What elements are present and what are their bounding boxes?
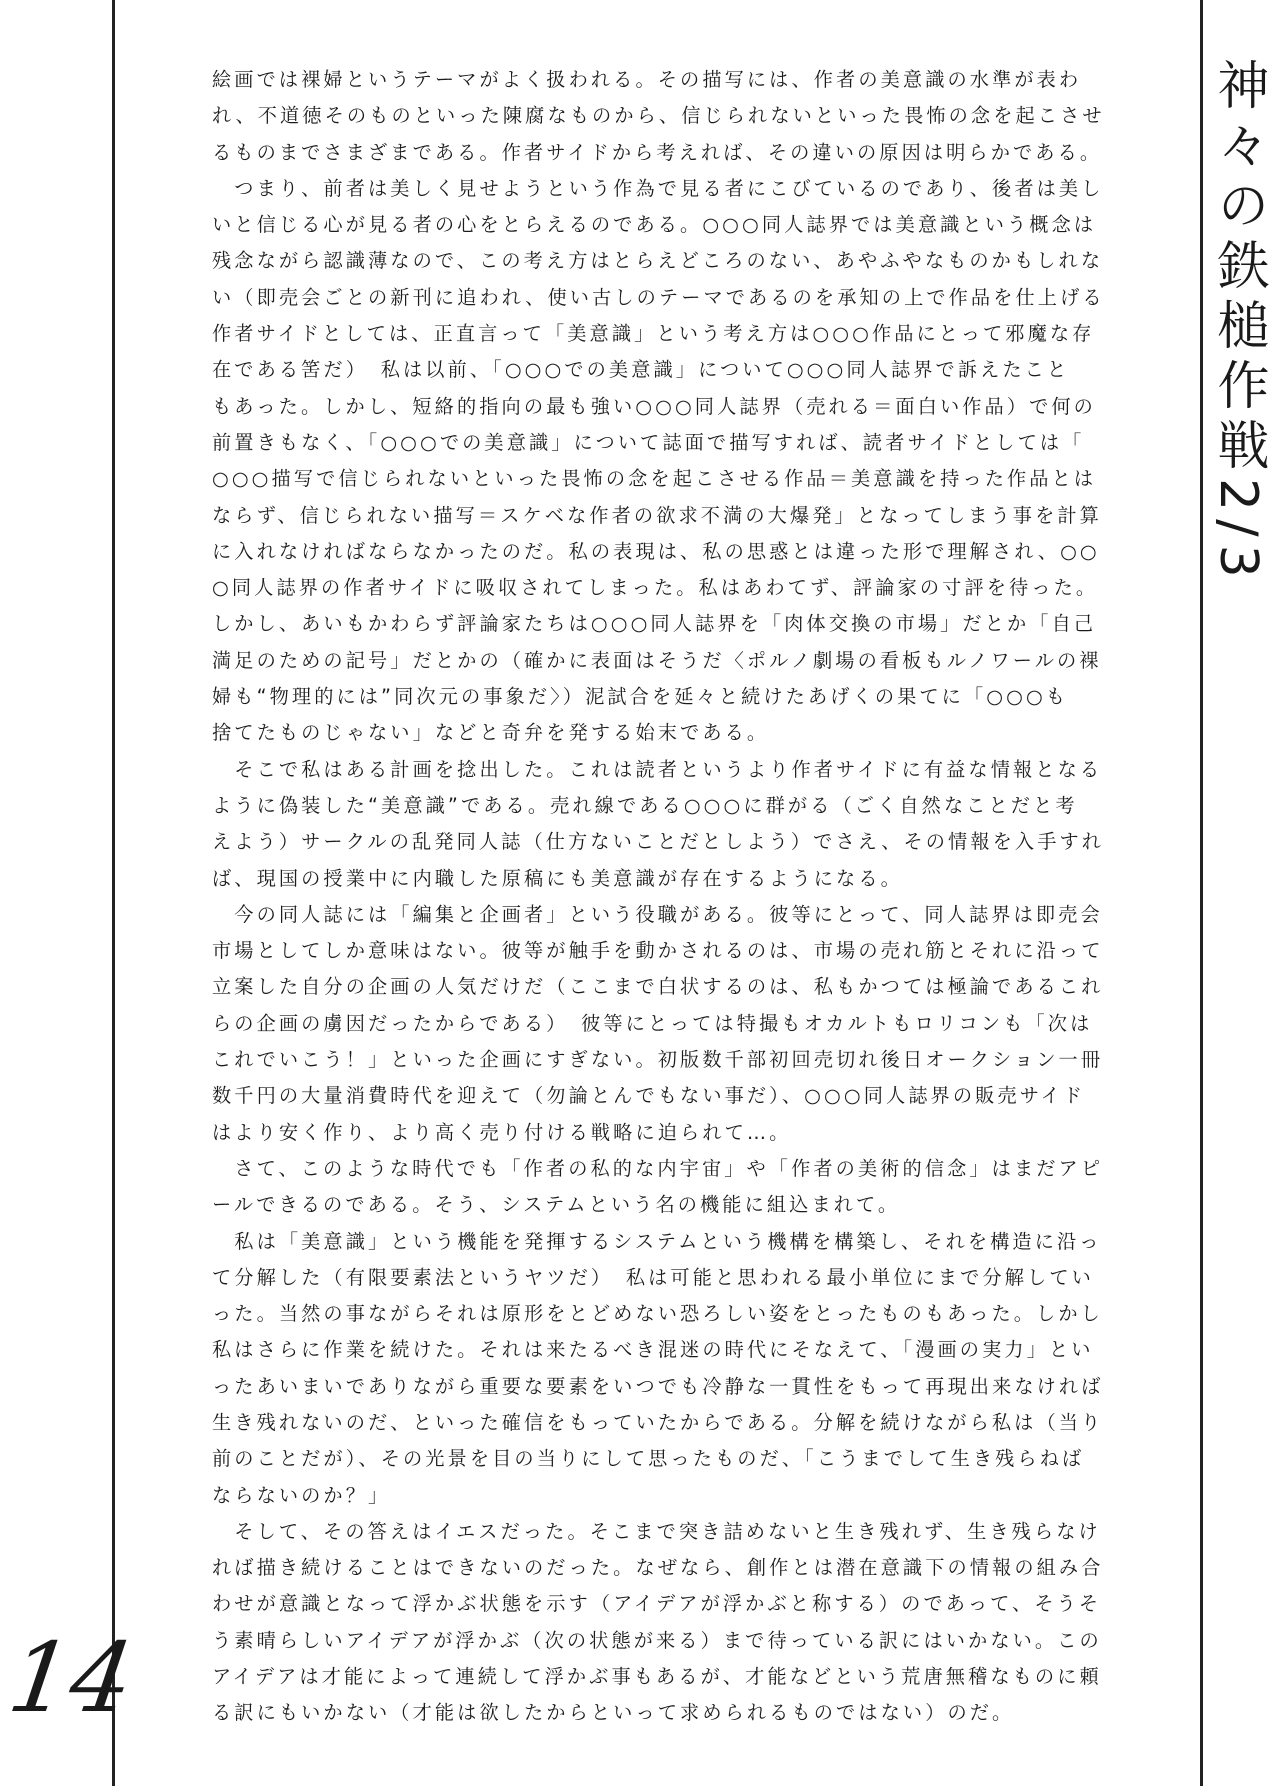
text-line: に入れなければならなかったのだ。私の表現は、私の思惑とは違った形で理解され、○○ — [212, 539, 1100, 563]
text-line: これでいこう！」といった企画にすぎない。初版数千部初回売切れ後日オークション一冊 — [212, 1048, 1104, 1072]
right-frame-line — [1200, 0, 1203, 1786]
body-text — [212, 62, 1118, 1732]
text-line: ように偽装した“美意識”である。売れ線である○○○に群がる（ごく自然なことだと考 — [212, 793, 1078, 817]
page-number: 14 — [2, 1622, 141, 1734]
text-line: て分解した（有限要素法というヤツだ） 私は可能と思われる最小単位にまで分解してい — [212, 1265, 1094, 1289]
left-frame-line — [112, 0, 115, 1786]
text-line: はより安く作り、より高く売り付ける戦略に迫られて…。 — [212, 1120, 792, 1144]
text-line: もあった。しかし、短絡的指向の最も強い○○○同人誌界（売れる＝面白い作品）で何の — [212, 394, 1096, 418]
text-line: ったあいまいでありながら重要な要素をいつでも冷静な一貫性をもって再現出来なければ — [212, 1374, 1104, 1398]
text-line: えよう）サークルの乱発同人誌（仕方ないことだとしよう）でさえ、その情報を入手すれ — [212, 830, 1105, 854]
text-line: 今の同人誌には「編集と企画者」という役職がある。彼等にとって、同人誌界は即売会 — [212, 902, 1103, 926]
text-line: 前のことだが）、その光景を目の当りにして思ったものだ、「こうまでして生き残らねば — [212, 1447, 1085, 1471]
text-line: ならず、信じられない描写＝スケベな作者の欲求不満の大爆発」となってしまう事を計算 — [212, 503, 1102, 527]
text-line: 在である筈だ） 私は以前、「○○○での美意識」について○○○同人誌界で訴えたこと — [212, 358, 1070, 382]
text-line: るものまでさまざまである。作者サイドから考えれば、その違いの原因は明らかである。 — [212, 140, 1103, 164]
text-line: 満足のための記号」だとかの（確かに表面はそうだ〈ポルノ劇場の看板もルノワールの裸 — [212, 648, 1102, 672]
text-line: ールできるのである。そう、システムという名の機能に組込まれて。 — [212, 1193, 901, 1217]
text-line: アイデアは才能によって連続して浮かぶ事もあるが、才能などという荒唐無稽なものに頼 — [212, 1665, 1102, 1689]
text-line: ○同人誌界の作者サイドに吸収されてしまった。私はあわてず、評論家の寸評を待った。 — [212, 576, 1099, 600]
text-line: 婦も“物理的には”同次元の事象だ〉）泥試合を延々と続けたあげくの果てに「○○○も — [212, 685, 1069, 709]
text-line: 生き残れないのだ、といった確信をもっていたからである。分解を続けながら私は（当り — [212, 1410, 1104, 1434]
text-line: 残念ながら認識薄なので、この考え方はとらえどころのない、あやふやなものかもしれな — [212, 249, 1104, 273]
vertical-title: 神々の鉄槌作戦2/3 — [1208, 58, 1268, 586]
text-line: 市場としてしか意味はない。彼等が触手を動かされるのは、市場の売れ筋とそれに沿って — [212, 939, 1104, 963]
text-line: 捨てたものじゃない」などと奇弁を発する始末である。 — [212, 721, 770, 745]
text-line: そして、その答えはイエスだった。そこまで突き詰めないと生き残れず、生き残らなけ — [212, 1519, 1101, 1543]
text-line: いと信じる心が見る者の心をとらえるのである。○○○同人誌界では美意識という概念は — [212, 213, 1097, 237]
text-line: ならないのか？」 — [212, 1483, 391, 1507]
text-line: い（即売会ごとの新刊に追われ、使い古しのテーマであるのを承知の上で作品を仕上げる — [212, 285, 1105, 309]
text-line: 数千円の大量消費時代を迎えて（勿論とんでもない事だ）、○○○同人誌界の販売サイド — [212, 1084, 1086, 1108]
text-line: 前置きもなく、「○○○での美意識」について誌面で描写すれば、読者サイドとしては「 — [212, 430, 1085, 454]
text-line: 私は「美意識」という機能を発揮するシステムという機構を構築し、それを構造に沿っ — [212, 1229, 1102, 1253]
text-line: る訳にもいかない（才能は欲したからといって求められるものではない）のだ。 — [212, 1701, 1015, 1725]
text-line: さて、このような時代でも「作者の私的な内宇宙」や「作者の美術的信念」はまだアピ — [212, 1156, 1104, 1180]
text-line: つまり、前者は美しく見せようという作為で見る者にこびているのであり、後者は美し — [212, 176, 1104, 200]
text-line: そこで私はある計画を捻出した。これは読者というより作者サイドに有益な情報となる — [212, 757, 1103, 781]
text-line: ば、現国の授業中に内職した原稿にも美意識が存在するようになる。 — [212, 866, 903, 890]
text-line: しかし、あいもかわらず評論家たちは○○○同人誌界を「肉体交換の市場」だとか「自己 — [212, 612, 1097, 636]
text-line: った。当然の事ながらそれは原形をとどめない恐ろしい姿をとったものもあった。しかし — [212, 1302, 1103, 1326]
text-line: れ、不道徳そのものといった陳腐なものから、信じられないといった畏怖の念を起こさせ — [212, 104, 1105, 128]
text-line: わせが意識となって浮かぶ状態を示す（アイデアが浮かぶと称する）のであって、そうそ — [212, 1592, 1102, 1616]
text-line: 立案した自分の企画の人気だけだ（ここまで白状するのは、私もかつては極論であるこれ — [212, 975, 1104, 999]
text-line: ○○○描写で信じられないといった畏怖の念を起こさせる作品＝美意識を持った作品とは — [212, 467, 1097, 491]
text-line: 絵画では裸婦というテーマがよく扱われる。その描写には、作者の美意識の水準が表わ — [212, 68, 1082, 91]
text-line: れば描き続けることはできないのだった。なぜなら、創作とは潜在意識下の情報の組み合 — [212, 1556, 1104, 1580]
text-line: 作者サイドとしては、正直言って「美意識」という考え方は○○○作品にとって邪魔な存 — [212, 322, 1095, 346]
text-line: 私はさらに作業を続けた。それは来たるべき混迷の時代にそなえて、「漫画の実力」とい — [212, 1338, 1094, 1362]
text-line: らの企画の虜因だったからである） 彼等にとっては特撮もオカルトもロリコンも「次は — [212, 1011, 1093, 1035]
text-line: う素晴らしいアイデアが浮かぶ（次の状態が来る）まで待っている訳にはいかない。この — [212, 1628, 1102, 1652]
